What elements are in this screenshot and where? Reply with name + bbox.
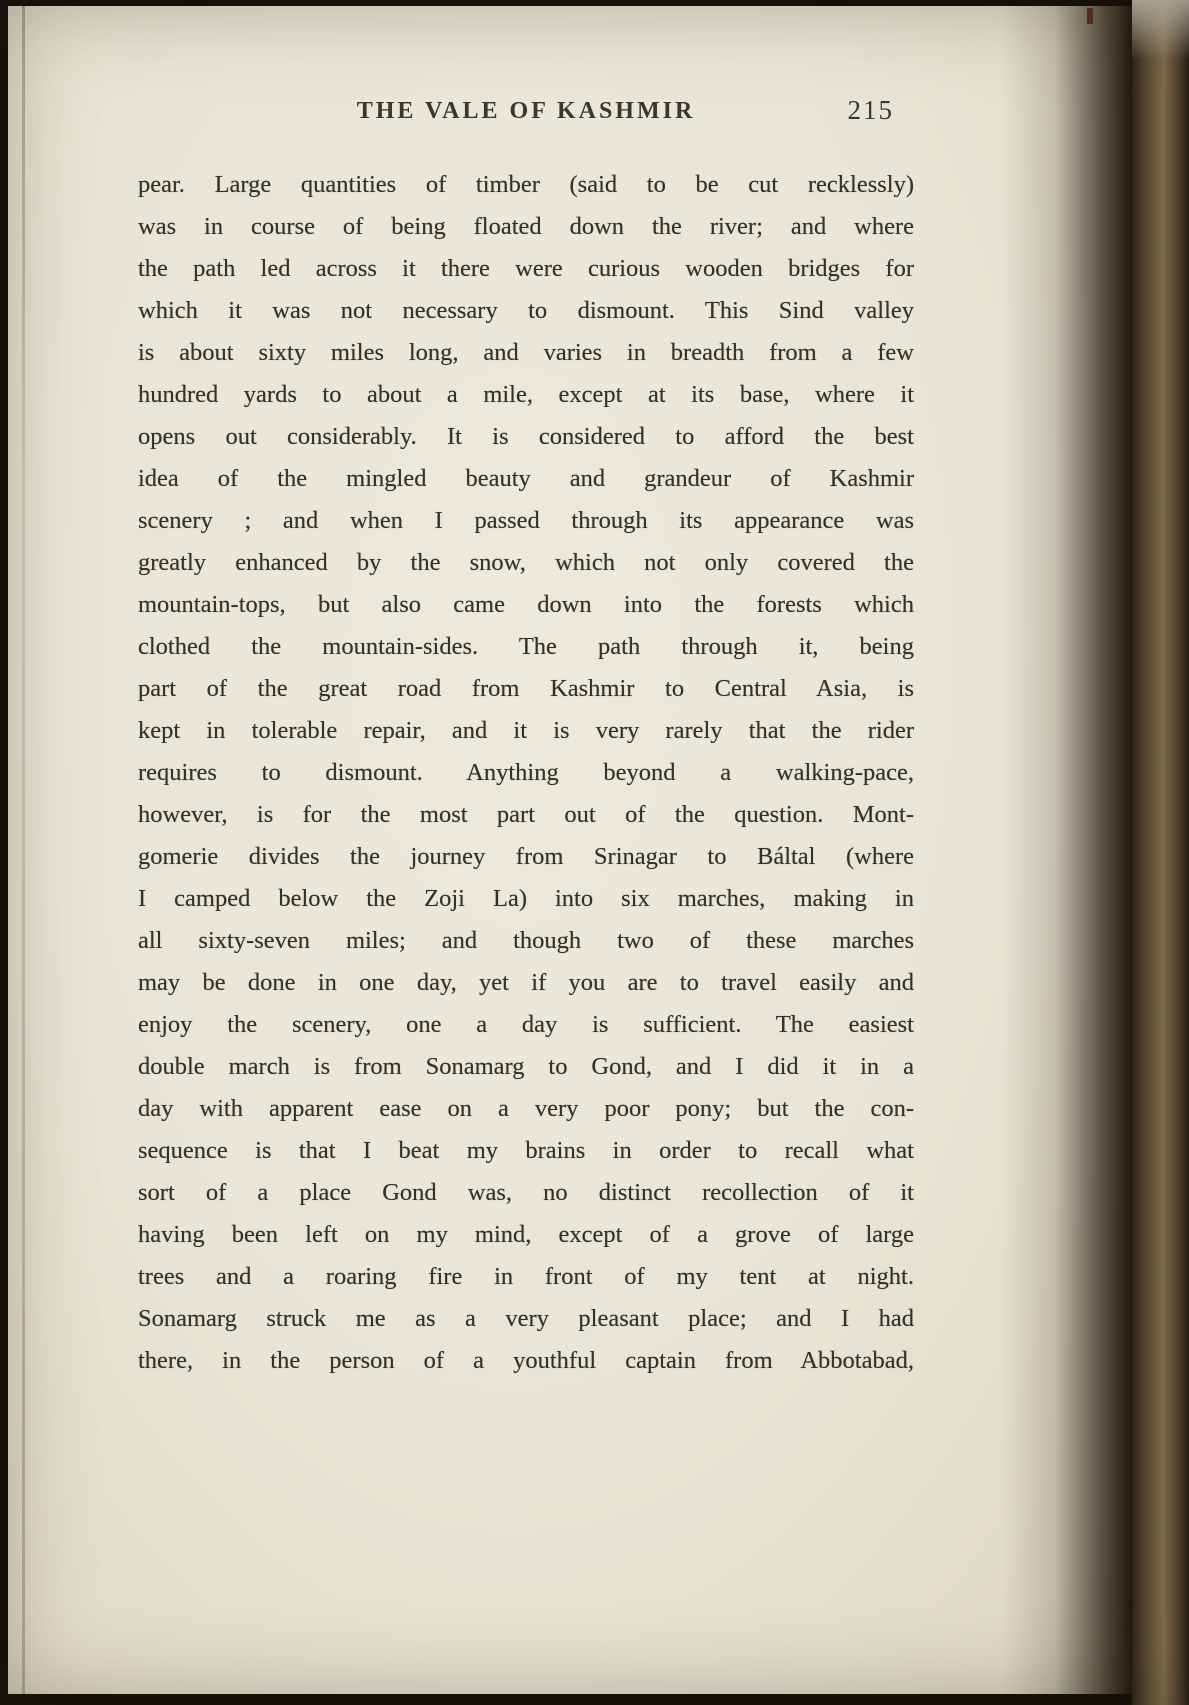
text-line: greatly enhanced by the snow, which not only covered the xyxy=(138,549,914,576)
text-line: all sixty-seven miles; and though two of these marches xyxy=(138,927,914,954)
page-header xyxy=(138,95,914,142)
text-line: requires to dismount. Anything beyond a walking-pace, xyxy=(138,759,914,786)
text-line: I camped below the Zoji La) into six marches, making in xyxy=(138,885,914,912)
text-line: is about sixty miles long, and varies in breadth from a few xyxy=(138,339,914,366)
binding-shadow xyxy=(1002,6,1132,1694)
text-line: gomerie divides the journey from Srinagar to Báltal (where xyxy=(138,843,914,870)
text-line: Sonamarg struck me as a very pleasant place; and I had xyxy=(138,1305,914,1332)
scan-artifact xyxy=(1087,8,1093,24)
page-number: 215 xyxy=(847,95,894,125)
text-line: mountain-tops, but also came down into the forests which xyxy=(138,591,914,618)
text-line: having been left on my mind, except of a grove of large xyxy=(138,1221,914,1248)
body-text xyxy=(138,164,914,1382)
text-line: scenery ; and when I passed through its appearance was xyxy=(138,507,914,534)
text-line: enjoy the scenery, one a day is sufficient. The easiest xyxy=(138,1011,914,1038)
text-line: may be done in one day, yet if you are to travel easily and xyxy=(138,969,914,996)
paper xyxy=(8,6,1132,1694)
page-crease xyxy=(22,6,25,1694)
text-line: sequence is that I beat my brains in order to recall what xyxy=(138,1137,914,1164)
text-line: idea of the mingled beauty and grandeur of Kashmir xyxy=(138,465,914,492)
book-page-edges xyxy=(1132,0,1189,1705)
text-line: was in course of being floated down the river; and where xyxy=(138,213,914,240)
text-line: however, is for the most part out of the question. Mont- xyxy=(138,801,914,828)
text-line: clothed the mountain-sides. The path through it, being xyxy=(138,633,914,660)
text-line: hundred yards to about a mile, except at its base, where it xyxy=(138,381,914,408)
text-line: which it was not necessary to dismount. This Sind valley xyxy=(138,297,914,324)
text-line: day with apparent ease on a very poor pony; but the con- xyxy=(138,1095,914,1122)
text-line: there, in the person of a youthful captain from Abbotabad, xyxy=(138,1347,914,1374)
text-line: opens out considerably. It is considered to afford the best xyxy=(138,423,914,450)
text-line: sort of a place Gond was, no distinct recollection of it xyxy=(138,1179,914,1206)
text-line: trees and a roaring fire in front of my tent at night. xyxy=(138,1263,914,1290)
text-line: part of the great road from Kashmir to Central Asia, is xyxy=(138,675,914,702)
text-line: the path led across it there were curious wooden bridges for xyxy=(138,255,914,282)
text-line: pear. Large quantities of timber (said to be cut recklessly) xyxy=(138,171,914,198)
text-line: double march is from Sonamarg to Gond, and I did it in a xyxy=(138,1053,914,1080)
page-content xyxy=(138,95,914,1382)
running-title: THE VALE OF KASHMIR xyxy=(356,98,696,124)
text-line: kept in tolerable repair, and it is very rarely that the rider xyxy=(138,717,914,744)
